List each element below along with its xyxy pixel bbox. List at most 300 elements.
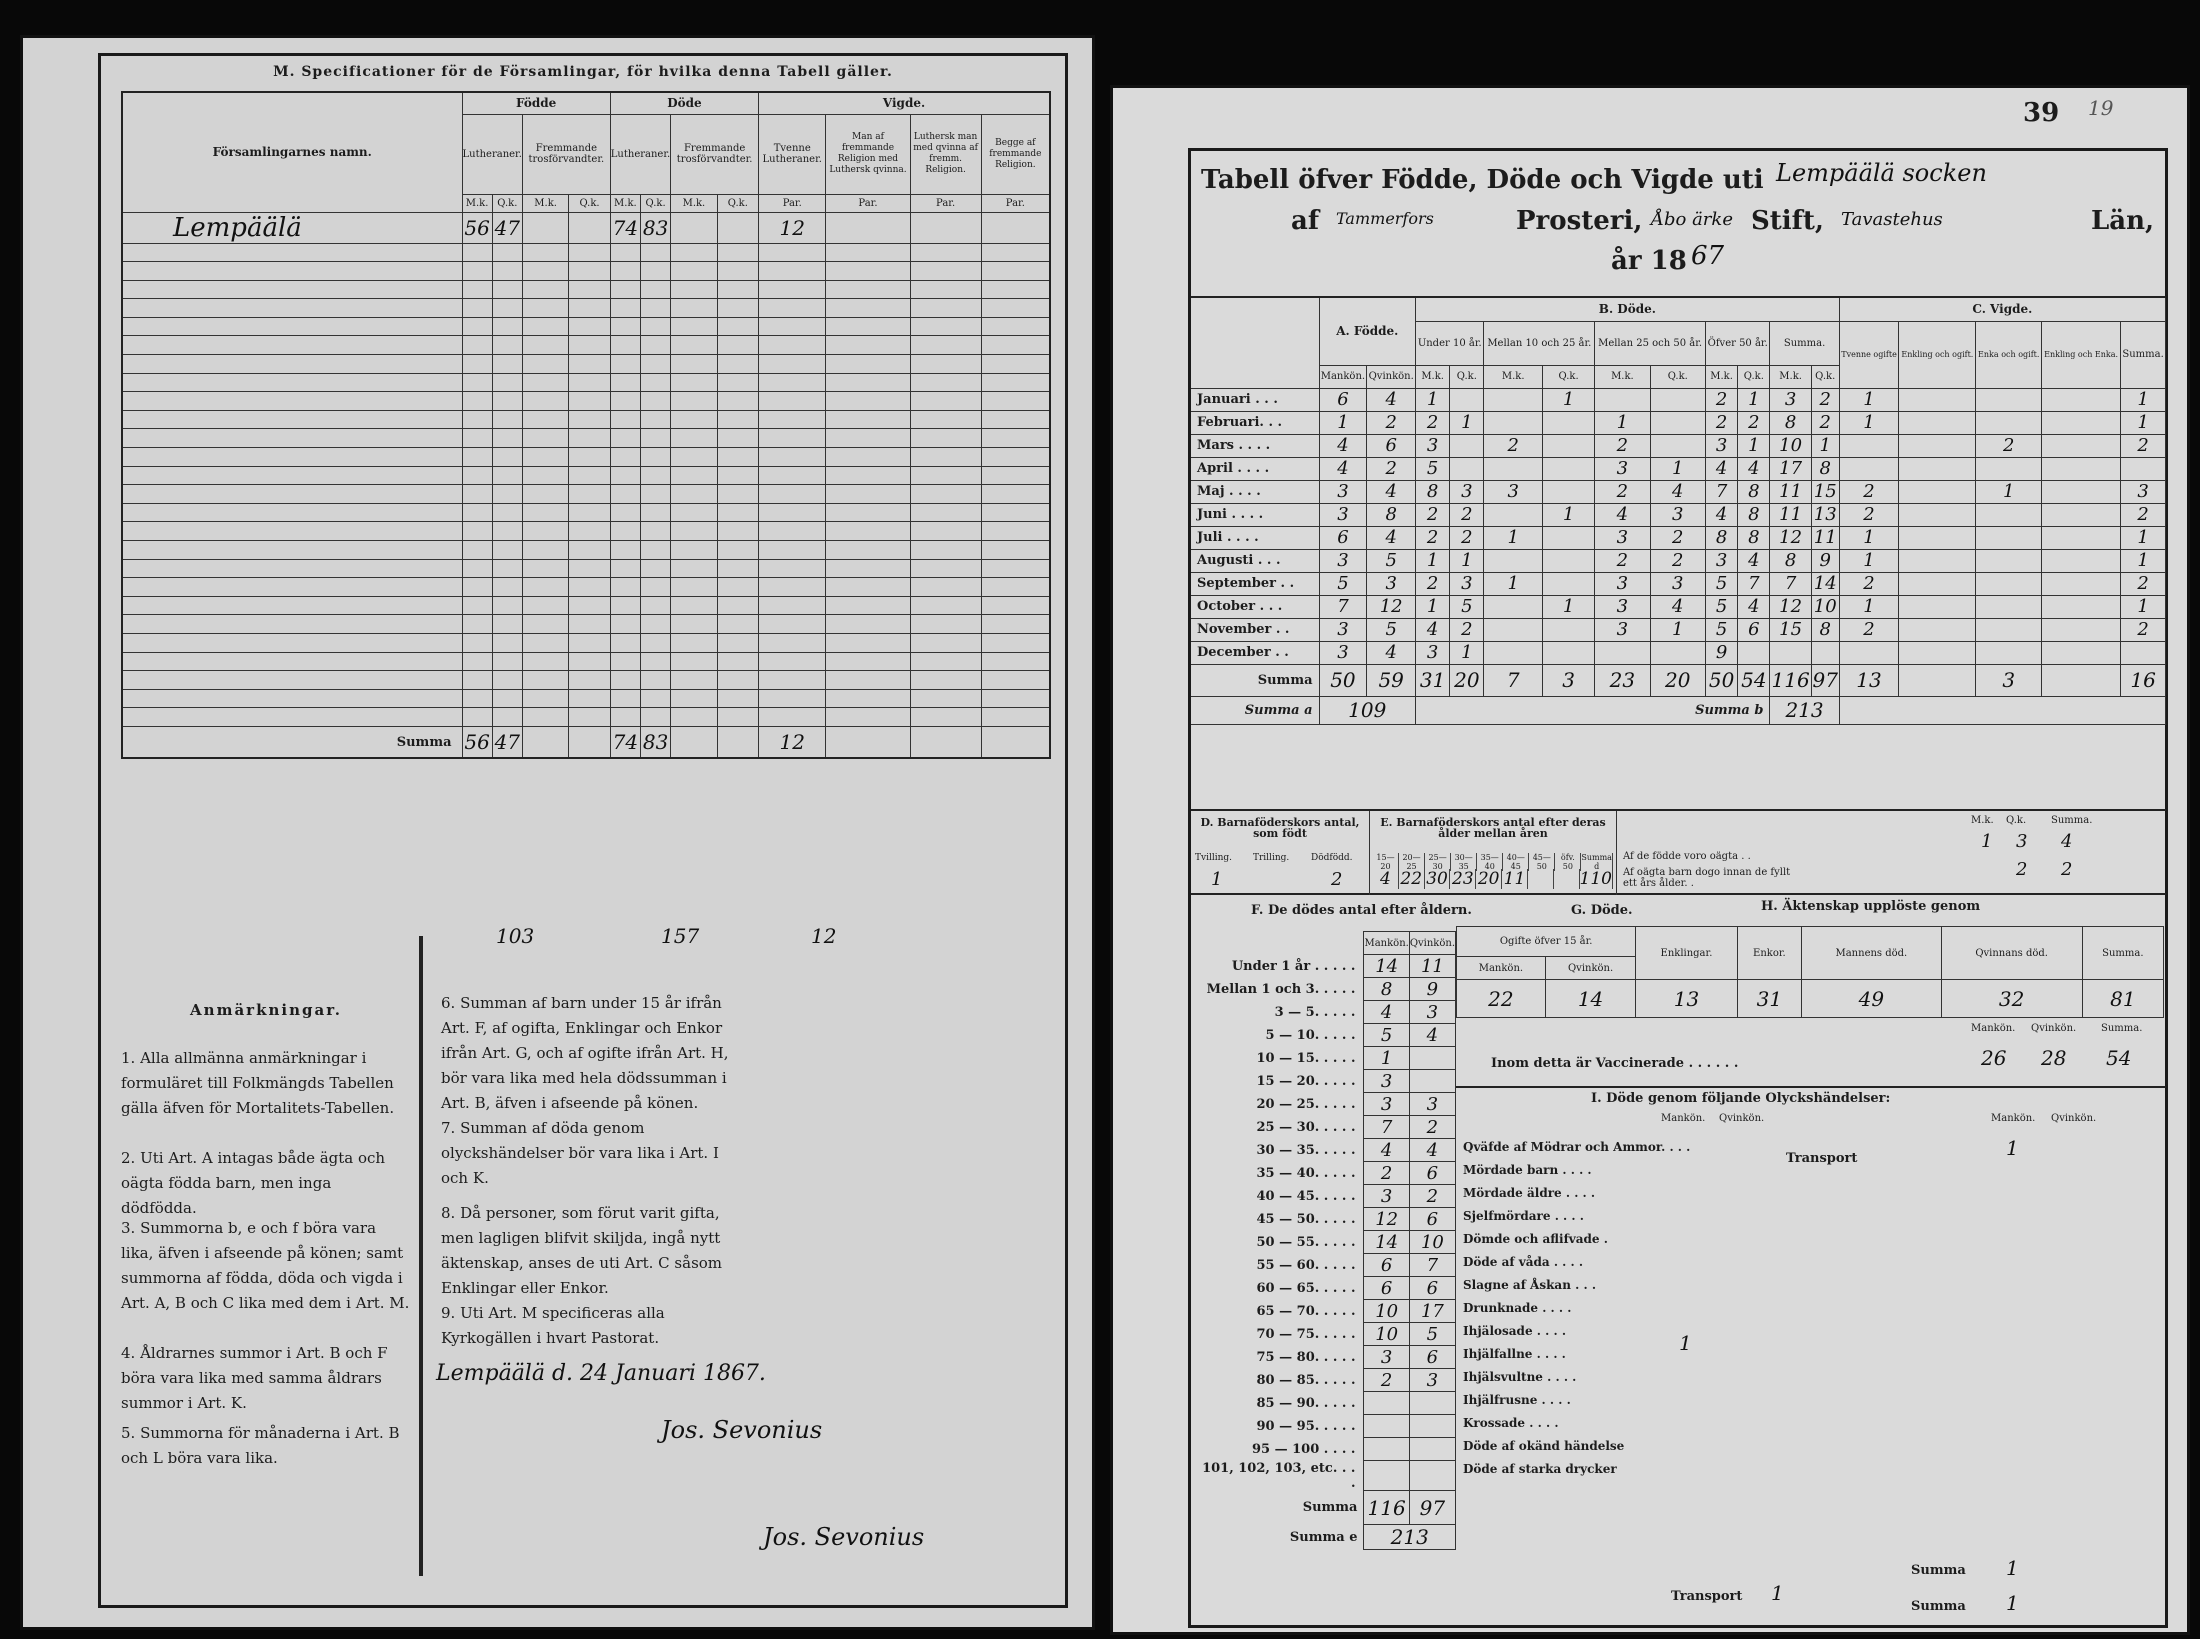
c-cell [1899,618,1976,641]
month-row [1191,526,2166,549]
b-cell: 2 [1484,434,1543,457]
oagta-mk: M.k. [1971,815,1994,826]
e-val [1554,869,1580,889]
i-item: Dömde och aflifvade . [1463,1232,1608,1246]
hdr-qk: Q.k. [1650,365,1705,388]
age-q: 2 [1409,1116,1455,1139]
c-cell [2042,480,2121,503]
c-cell: 2 [2121,503,2166,526]
total-fodde: 103 [496,924,535,948]
summa-e-label: Summa e [1289,1529,1358,1545]
age-m [1364,1461,1409,1491]
b-cell: 1 [1595,411,1650,434]
section-de [1191,809,2166,895]
c-cell [2042,388,2121,411]
month-name: October . . . [1191,595,1319,618]
age-m: 3 [1364,1093,1409,1116]
a-cell: 3 [1319,503,1367,526]
month-row [1191,641,2166,664]
age-row [1191,1254,1456,1277]
summa-label: Summa [122,726,462,758]
hdr-par: Par. [826,194,910,212]
b-cell: 2 [1650,526,1705,549]
c-cell: 1 [2121,526,2166,549]
c-cell: 2 [1839,572,1899,595]
b-cell: 1 [1450,549,1484,572]
b-cell: 3 [1595,618,1650,641]
a-cell: 3 [1367,572,1416,595]
f-summa-m: 116 [1364,1491,1409,1525]
age-q [1409,1438,1455,1461]
fodde-qk: 47 [492,212,522,243]
month-name: September . . [1191,572,1319,595]
month-name: Juni . . . . [1191,503,1319,526]
age-m: 4 [1364,1139,1409,1162]
b-cell: 5 [1416,457,1450,480]
hdr-qk: Q.k. [640,194,670,212]
hdr-par: Par. [981,194,1050,212]
summa-e-value: 213 [1364,1525,1456,1550]
e-age: 40—45 [1503,853,1529,871]
sub-luth: Lutheraner. [462,114,522,194]
summa-c-4: 16 [2121,664,2166,696]
c-cell: 3 [2121,480,2166,503]
oagta1-q: 3 [2016,831,2028,852]
age-label: 25 — 30. . . . . [1256,1119,1356,1135]
e-age: 45—50 [1529,853,1555,871]
summa-b-value: 213 [1770,696,1839,724]
age-m: 3 [1364,1070,1409,1093]
age-m: 6 [1364,1254,1409,1277]
note-5: 5. Summorna för månaderna i Art. B och L böra vara lika. [121,1424,400,1467]
a-cell: 3 [1319,480,1367,503]
b-cell [1484,595,1543,618]
note-1: 1. Alla allmänna anmärkningar i formuläret till Folkmängds Tabellen gälla äfven för Mortalitets-Tabellen. [121,1049,395,1117]
g-mankon: Mankön. [1457,957,1546,980]
b-cell [1770,641,1811,664]
parish-hw: Lempäälä socken [1776,159,1987,187]
i-transport: Transport [1786,1151,1858,1166]
hdr-qk: Q.k. [492,194,522,212]
note-7: 7. Summan af döda genom olyckshändelser bör vara lika i Art. I och K. [441,1119,719,1187]
h-mannens-v: 49 [1802,980,1941,1018]
b-cell [1542,641,1594,664]
month-row [1191,434,2166,457]
c-cell [1976,549,2042,572]
i-item: Krossade . . . . [1463,1416,1559,1430]
e-age: 35—40 [1477,853,1503,871]
b-cell: 10 [1811,595,1839,618]
f-summa-label: Summa [1302,1500,1358,1515]
b-cell: 2 [1450,526,1484,549]
f-summa-q: 97 [1409,1491,1455,1525]
b-cell: 2 [1416,411,1450,434]
c-cell [1899,641,1976,664]
a-cell: 4 [1319,434,1367,457]
month-name: Juli . . . . [1191,526,1319,549]
c-cell: 1 [2121,595,2166,618]
c-cell: 1 [1839,388,1899,411]
b-cell: 3 [1595,526,1650,549]
b-cell: 17 [1770,457,1811,480]
i-items [1463,1136,1691,1481]
b-cell: 3 [1650,572,1705,595]
i-item: Mördade barn . . . . [1463,1163,1592,1177]
vacc-s: 54 [2106,1046,2132,1070]
b-cell [1450,388,1484,411]
e-val: 23 [1450,869,1476,889]
age-label: 65 — 70. . . . . [1256,1303,1356,1319]
b-cell: 3 [1416,641,1450,664]
c-cell [1899,388,1976,411]
b-cell: 4 [1416,618,1450,641]
age-q: 6 [1409,1208,1455,1231]
b-cell: 8 [1738,526,1770,549]
b-cell: 2 [1416,526,1450,549]
vacc-m: 26 [1981,1046,2007,1070]
c-cell [2042,572,2121,595]
b-cell: 9 [1705,641,1737,664]
m10-25: Mellan 10 och 25 år. [1484,321,1595,365]
b-cell: 1 [1650,457,1705,480]
month-rows [1191,388,2166,664]
hdr-qk: Q.k. [1450,365,1484,388]
c-cell [1976,457,2042,480]
summa-i2-v: 1 [2006,1591,2019,1615]
hdr-mk: M.k. [1705,365,1737,388]
title-line1: Tabell öfver Födde, Döde och Vigde uti [1201,165,1764,195]
age-label: 3 — 5. . . . . [1274,1004,1356,1020]
b-cell [1595,641,1650,664]
e-val: 22 [1399,869,1425,889]
hdr-mk: M.k. [1770,365,1811,388]
c-cell [1839,641,1899,664]
b-cell: 14 [1811,572,1839,595]
h-qvinnans: Qvinnans död. [1941,927,2082,980]
b-cell [1650,411,1705,434]
sub-luthersk-man: Luthersk man med qvinna af fremm. Religion. [910,114,981,194]
b-cell [1484,411,1543,434]
hdr-qvinkon: Qvinkön. [1367,365,1416,388]
c-enkl-ogift: Enkling och ogift. [1899,321,1976,388]
age-row [1191,1047,1456,1070]
ages-table [1191,931,1456,1550]
b-cell: 2 [1738,411,1770,434]
hdr-mk: M.k. [1595,365,1650,388]
age-row [1191,1024,1456,1047]
summa-i2-label: Summa [1911,1599,1966,1614]
month-name: Februari. . . [1191,411,1319,434]
c-cell [1976,526,2042,549]
age-q: 6 [1409,1277,1455,1300]
a-cell: 4 [1367,641,1416,664]
d-tvilling: Tvilling. [1195,853,1233,863]
c-cell [1899,503,1976,526]
c-cell [2042,411,2121,434]
b-cell: 7 [1738,572,1770,595]
c-cell: 1 [1839,526,1899,549]
i-item: Drunknade . . . . [1463,1301,1572,1315]
e-val: 110 [1579,869,1612,889]
b-cell: 1 [1484,572,1543,595]
b-cell: 2 [1595,434,1650,457]
age-m: 8 [1364,978,1409,1001]
parish-spec-table [121,91,1051,759]
age-m: 2 [1364,1162,1409,1185]
b-cell: 3 [1595,595,1650,618]
b-cell [1542,572,1594,595]
g-enklingar: Enklingar. [1636,927,1737,980]
right-page [1110,85,2190,1635]
c-cell [1899,549,1976,572]
age-q [1409,1415,1455,1438]
i-item: Ihjälsvultne . . . . [1463,1370,1577,1384]
i2-qvinkon: Qvinkön. [2051,1113,2097,1124]
summa-c-2: 3 [1976,664,2042,696]
b-cell: 4 [1738,549,1770,572]
d-tvilling-v: 1 [1211,869,1223,890]
gh-table [1456,926,2164,1018]
c-cell [1976,641,2042,664]
stift-label: Stift, [1751,206,1824,236]
c-cell: 1 [2121,411,2166,434]
e-age: 25—30 [1425,853,1451,871]
age-m [1364,1392,1409,1415]
age-row [1191,1185,1456,1208]
page-number: 39 [2023,98,2060,128]
parish-name: Lempäälä [122,212,462,243]
c-summa: Summa. [2121,321,2166,388]
a-cell: 4 [1367,388,1416,411]
hdr-mk: M.k. [1484,365,1543,388]
b-cell: 8 [1705,526,1737,549]
e-val: 30 [1425,869,1451,889]
col-parish-name: Församlingarnes namn. [122,92,462,212]
c-cell [1976,503,2042,526]
month-row [1191,503,2166,526]
c-cell [2042,503,2121,526]
b-cell: 5 [1705,618,1737,641]
art-c-header: C. Vigde. [1839,297,2165,321]
age-label: 50 — 55. . . . . [1256,1234,1356,1250]
b-cell [1542,411,1594,434]
summa-row-label: Summa [1191,664,1319,696]
fodde-mk: 56 [462,212,492,243]
total-dode: 157 [661,924,700,948]
age-label: 101, 102, 103, etc. . . . [1202,1460,1356,1491]
note-9: 9. Uti Art. M specificeras alla Kyrkogällen i hvart Pastorat. [441,1304,665,1347]
b-cell: 1 [1811,434,1839,457]
b-cell: 1 [1450,411,1484,434]
h-mannens: Mannens död. [1802,927,1941,980]
year-label: år 18 [1611,246,1687,276]
signature-name: Jos. Sevonius [661,1416,823,1444]
b-cell: 11 [1811,526,1839,549]
c-cell [1899,526,1976,549]
month-row [1191,480,2166,503]
c-cell: 2 [1839,503,1899,526]
age-q: 3 [1409,1093,1455,1116]
c-enka-ogift: Enka och ogift. [1976,321,2042,388]
summa-b-0: 31 [1416,664,1450,696]
transport-m: 1 [2006,1136,2019,1160]
c-cell: 1 [1839,595,1899,618]
art-a-header: A. Födde. [1319,297,1416,365]
age-q: 2 [1409,1185,1455,1208]
b-cell: 1 [1738,388,1770,411]
vacc-qvinkon: Qvinkön. [2031,1023,2077,1034]
sub-tvenne: Tvenne Lutheraner. [759,114,826,194]
oagta1-s: 4 [2061,831,2073,852]
e-val: 20 [1476,869,1502,889]
b-cell: 4 [1705,503,1737,526]
age-m: 12 [1364,1208,1409,1231]
age-q [1409,1461,1455,1491]
prosteri-label: Prosteri, [1516,206,1643,236]
prost-hw: Tammerfors [1336,209,1434,228]
g-ogifte-q: 14 [1545,980,1636,1018]
b-cell: 1 [1416,388,1450,411]
b-cell [1542,618,1594,641]
a-cell: 3 [1319,618,1367,641]
b-cell: 12 [1770,526,1811,549]
age-q: 6 [1409,1346,1455,1369]
under10: Under 10 år. [1416,321,1484,365]
month-name: Maj . . . . [1191,480,1319,503]
f-qvinkon: Qvinkön. [1409,932,1455,955]
art-b-header: B. Döde. [1416,297,1840,321]
age-m: 7 [1364,1116,1409,1139]
age-row [1191,1346,1456,1369]
b-cell [1484,641,1543,664]
i-item: Döde af våda . . . . [1463,1255,1584,1269]
summa-a-label: Summa a [1191,696,1319,724]
i-drunknade-m: 1 [1679,1331,1692,1355]
b-cell: 8 [1738,480,1770,503]
a-cell: 6 [1319,526,1367,549]
g-ogifte-m: 22 [1457,980,1546,1018]
c-cell [1839,457,1899,480]
summa-a-value: 109 [1319,696,1416,724]
b-cell: 1 [1542,503,1594,526]
c-cell: 2 [2121,618,2166,641]
b-cell: 3 [1705,434,1737,457]
ofver50: Öfver 50 år. [1705,321,1770,365]
e-age: 15—20 [1373,853,1399,871]
i-item: Döde af starka drycker [1463,1462,1617,1476]
b-cell: 3 [1770,388,1811,411]
sub-begge: Begge af fremmande Religion. [981,114,1050,194]
oagta-summa: Summa. [2051,815,2093,826]
c-cell [1976,572,2042,595]
oagta1-m: 1 [1981,831,1993,852]
age-row [1191,1392,1456,1415]
i-item: Slagne af Åskan . . . [1463,1278,1596,1292]
c-cell [2042,641,2121,664]
age-label: 55 — 60. . . . . [1256,1257,1356,1273]
d-trilling: Trilling. [1253,853,1290,863]
b-cell: 2 [1705,388,1737,411]
e-age: öfv. 50 [1555,853,1581,871]
summa-fodde-mk: 56 [462,726,492,758]
notes-divider [419,936,423,1576]
right-frame [1188,148,2168,1628]
a-cell: 3 [1319,641,1367,664]
e-val: 4 [1373,869,1399,889]
anm-title: Anmärkningar. [190,1001,342,1019]
art-f-header: F. De dödes antal efter åldern. [1251,903,1472,918]
note-4: 4. Åldrarnes summor i Art. B och F böra vara lika med samma åldrars summor i Art. K. [121,1344,388,1412]
age-row [1191,1139,1456,1162]
age-m: 6 [1364,1277,1409,1300]
lan-hw: Tavastehus [1841,209,1943,230]
b-cell [1542,549,1594,572]
g-enkor-v: 31 [1737,980,1802,1018]
b-cell: 2 [1811,411,1839,434]
hdr-qk: Q.k. [1738,365,1770,388]
age-m: 2 [1364,1369,1409,1392]
b-cell: 8 [1811,457,1839,480]
b-cell: 4 [1650,480,1705,503]
month-name: April . . . . [1191,457,1319,480]
month-name: November . . [1191,618,1319,641]
b-cell: 6 [1738,618,1770,641]
a-cell: 5 [1367,618,1416,641]
b-cell [1484,388,1543,411]
b-cell: 15 [1770,618,1811,641]
year-hw: 67 [1691,241,1725,271]
i-item: Ihjälfrusne . . . . [1463,1393,1571,1407]
month-row [1191,549,2166,572]
c-cell [1899,434,1976,457]
oagta-row2: Af oägta barn dogo innan de fyllt ett års ålder. . [1623,867,1791,889]
c-cell [1976,595,2042,618]
age-label: Mellan 1 och 3. . . . . [1206,981,1356,997]
b-cell: 8 [1811,618,1839,641]
a-cell: 4 [1319,457,1367,480]
b-cell: 3 [1416,434,1450,457]
a-cell: 2 [1367,411,1416,434]
h-summa: Summa. [2082,927,2163,980]
c-enkl-enka: Enkling och Enka. [2042,321,2121,388]
hdr-par: Par. [759,194,826,212]
age-row [1191,1277,1456,1300]
age-label: 15 — 20. . . . . [1256,1073,1356,1089]
art-g-header: G. Döde. [1571,903,1633,918]
sub-frem: Fremmande trosförvandter. [522,114,610,194]
age-row [1191,1208,1456,1231]
summa-i-v: 1 [2006,1556,2019,1580]
age-m: 14 [1364,1231,1409,1254]
age-row [1191,1438,1456,1461]
sub-frem2: Fremmande trosförvandter. [671,114,759,194]
left-page [20,35,1095,1630]
c-cell [2042,526,2121,549]
age-label: Under 1 år . . . . . [1231,958,1356,974]
age-row [1191,1231,1456,1254]
c-cell [2042,618,2121,641]
month-row [1191,411,2166,434]
age-m: 1 [1364,1047,1409,1070]
b-cell: 2 [1705,411,1737,434]
b-cell: 3 [1450,480,1484,503]
section-m-heading: M. Specificationer för de Församlingar, för hvilka denna Tabell gäller. [273,64,893,80]
e-val [1528,869,1554,889]
age-row [1191,1001,1456,1024]
age-row [1191,1461,1456,1491]
a-cell: 6 [1367,434,1416,457]
age-row [1191,978,1456,1001]
